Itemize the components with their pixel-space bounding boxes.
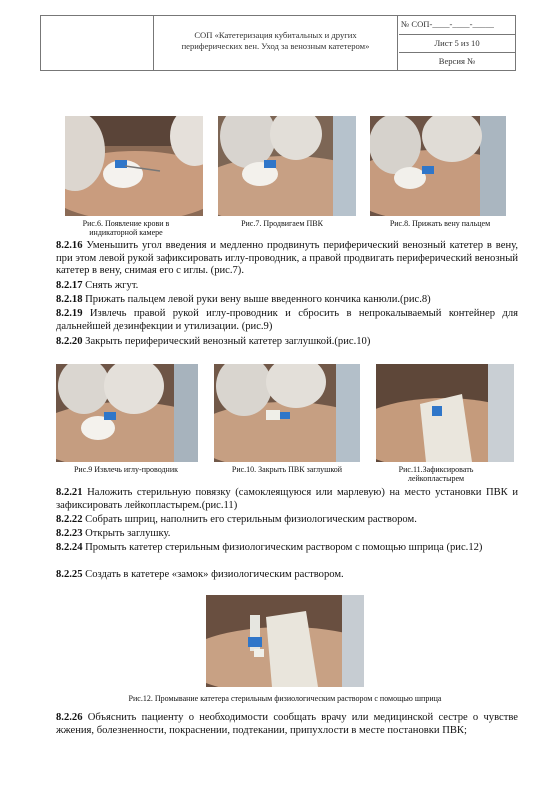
photo-fig12 <box>206 595 364 687</box>
step-8-2-16 <box>56 240 518 278</box>
doc-number: № СОП-____-____-_____ <box>401 19 494 29</box>
caption-fig12: Рис.12. Промывание катетера стерильным физиологическим раствором с помощью шприца <box>128 694 442 703</box>
photo-fig7 <box>218 116 356 216</box>
step-text: Снять жгут. <box>85 280 139 291</box>
document-header <box>40 15 516 71</box>
step-number: 8.2.16 <box>56 240 83 251</box>
step-text: Создать в катетере «замок» физиологическим раствором. <box>85 569 344 580</box>
caption-fig6: Рис.6. Появление крови в индикаторной камере <box>82 219 170 237</box>
header-logo-cell <box>41 16 154 70</box>
step-8-2-17 <box>56 280 518 293</box>
sheet-number: Лист 5 из 10 <box>399 34 515 52</box>
header-title-cell <box>154 16 398 70</box>
step-8-2-25 <box>56 569 518 582</box>
step-number: 8.2.25 <box>56 569 83 580</box>
photo-fig9 <box>56 364 198 462</box>
step-text: Собрать шприц, наполнить его стерильным физиологическим раствором. <box>85 514 417 525</box>
step-number: 8.2.22 <box>56 514 83 525</box>
header-info-cell <box>399 16 515 70</box>
step-8-2-18 <box>56 294 518 307</box>
step-text: Уменьшить угол введения и медленно продвинуть периферический венозный катетер в вену, при этом левой рукой зафиксировать иглу-проводник, а правой продвигать периферический венозный катетер в вену, снимая его с иглы. (рис.7). <box>56 240 518 276</box>
header-title-line2: периферических вен. Уход за венозным катетером» <box>181 41 370 51</box>
step-text: Извлечь правой рукой иглу-проводник и сбросить в непрокалываемый контейнер для дальнейшей дезинфекции и утилизации. (рис.9) <box>56 308 518 332</box>
step-text: Промыть катетер стерильным физиологическим раствором с помощью шприца (рис.12) <box>85 542 483 553</box>
photo-fig10 <box>214 364 360 462</box>
caption-fig10: Рис.10. Закрыть ПВК заглушкой <box>231 465 343 474</box>
photo-fig11 <box>376 364 514 462</box>
step-8-2-20 <box>56 336 518 349</box>
caption-fig8: Рис.8. Прижать вену пальцем <box>389 219 491 228</box>
step-text: Объяснить пациенту о необходимости сообщать врачу или медицинской сестре о чувстве жжения, болезненности, покраснении, подтекании, припухлости в месте постановки ПВК; <box>56 712 519 736</box>
step-text: Наложить стерильную повязку (самоклеящуюся или марлевую) на место установки ПВК и зафиксировать лейкопластырем.(рис.11) <box>56 487 518 511</box>
step-number: 8.2.24 <box>56 542 83 553</box>
step-number: 8.2.23 <box>56 528 83 539</box>
step-number: 8.2.17 <box>56 280 83 291</box>
step-number: 8.2.21 <box>56 487 83 498</box>
photo-fig6 <box>65 116 203 216</box>
caption-fig7: Рис.7. Продвигаем ПВК <box>241 219 323 228</box>
photo-fig8 <box>370 116 506 216</box>
step-number: 8.2.18 <box>56 294 83 305</box>
version-label: Версия № <box>399 52 515 70</box>
step-number: 8.2.20 <box>56 336 83 347</box>
step-8-2-19 <box>56 308 518 333</box>
step-8-2-22 <box>56 514 518 527</box>
step-number: 8.2.26 <box>56 712 83 723</box>
step-8-2-26 <box>56 712 518 737</box>
step-8-2-24 <box>56 542 518 555</box>
caption-fig9: Рис.9 Извлечь иглу-проводник <box>73 465 178 474</box>
header-title-line1: СОП «Катетеризация кубитальных и других <box>194 30 357 40</box>
step-number: 8.2.19 <box>56 308 83 319</box>
step-8-2-21 <box>56 487 518 512</box>
step-text: Прижать пальцем левой руки вену выше введенного кончика канюли.(рис.8) <box>85 294 431 305</box>
caption-fig11: Рис.11.Зафиксировать лейкопластырем <box>398 465 474 483</box>
step-8-2-23 <box>56 528 518 541</box>
step-text: Открыть заглушку. <box>85 528 171 539</box>
step-text: Закрыть периферический венозный катетер заглушкой.(рис.10) <box>85 336 371 347</box>
